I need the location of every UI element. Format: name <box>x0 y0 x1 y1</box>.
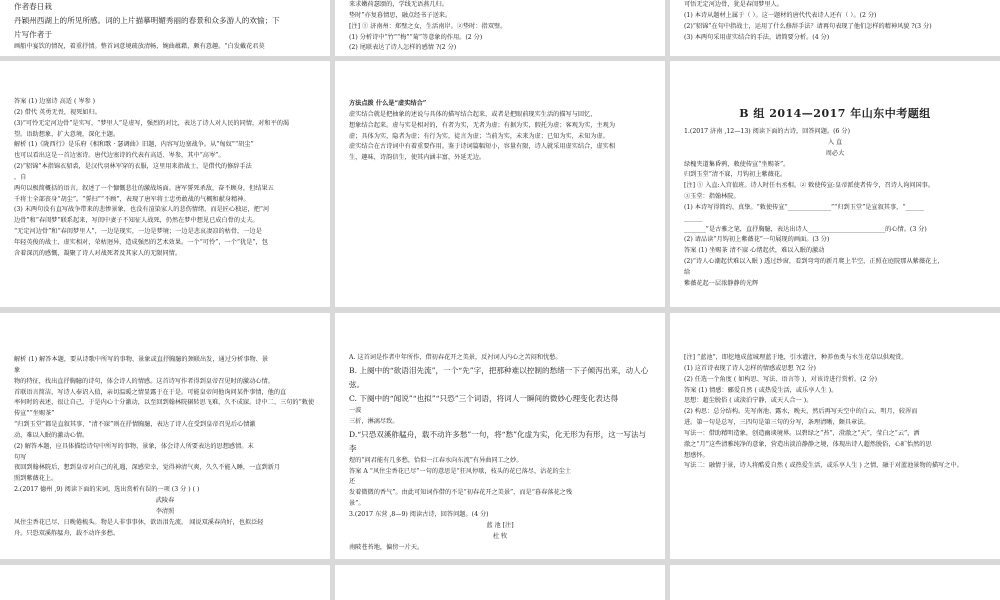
poem-line: 舟。只恐双溪舴艋舟，载不动许多愁。 <box>14 529 120 537</box>
text-line: 虚实结合在古诗词中有着重要作用。鉴于诗词篇幅短小，容量有限，诗人就采用虚实结合，虚实相 <box>349 143 616 151</box>
answer-line: 给 <box>684 268 691 276</box>
group-title: B 组 2014—2017 年山东中考题组 <box>739 107 931 120</box>
text-line: (2) 构思：总分结构。先写南池、露水，晚天，然后再写天空中的白云、明月，较浑而 <box>684 408 918 416</box>
page-1 <box>0 0 330 56</box>
question-line: 1.(2017 济南 ,12—13) 阅读下面的古诗，回答问题。(6 分) <box>684 128 851 135</box>
text-line: 句写 <box>14 453 27 461</box>
text-line: “无定河边骨”和“春闺梦里人”，一边是现实，一边是梦境；一边是悲哀凄凉的枯骨，一边是 <box>14 228 262 236</box>
text-line: 虚实结合就是把抽象的述说与具体的描写结合起来，或者是把眼前现实生活的描写与回忆、 <box>349 110 597 118</box>
option-a: A. 这首词是作者中年所作，借初春花开之美景，反衬词人内心之苦闷和忧愁。 <box>349 354 562 361</box>
text-line: 物的特征，找出直抒胸臆的诗句，体会诗人的情感。这首诗写作者得到皇帝召见时的激动心情。 <box>14 377 274 385</box>
poem-line: 南陂苍苔地，偏傍一片天。 <box>349 543 424 551</box>
poem-author: 李清照 <box>155 507 175 515</box>
text-line: (2)“貂锦”在句中指战士，运用了什么修辞手法？请再句表现了他们怎样的精神风貌 ?(3 分) <box>684 22 932 30</box>
text-line: 想象结合起来。虚与实是相对的，有者为实，无者为虚；有据为实，假托为虚；客观为实，主观为 <box>349 121 616 129</box>
text-line: 来求嫩荷瑟颂的，学线无语燕几归。 <box>349 1 448 8</box>
poem-title: 武陵春 <box>155 496 175 504</box>
text-line: 作者春日栽 <box>14 2 52 11</box>
answer-line: 答案 (1) 坐赐茶 清不寐 心绪起伏，难以入眠的激动 <box>684 247 825 255</box>
method-tip-title: 方法点拨 什么是“虚实结合” <box>349 100 427 107</box>
answer-line: (2)“诗人心潮起伏难以入眠 ) 透过纱窗，看到弯弯的新月爬上半空，正照在庭院那从紫薇花上， <box>684 258 944 266</box>
text-line: 写法一：借助精明造象，创造幽谈境界。以碧绿之“苔”，澄澈之“天”，莹白之“云”，洒 <box>684 429 920 437</box>
text-line: 两句以极简概括的语言，叙述了一个慷慨悲壮的激战场面。唐军誓死杀敌，奋不顾身，但结果五 <box>14 184 274 192</box>
answer-line: 答案 (1) 情感：郦爱自然 ( 或热爱生活，或乐享人生 )。 <box>684 386 838 394</box>
answer-line: 答案 A “风住尘香花已尽”一句的意思是“狂风停歇，枝头的花已落尽，沾花的尘土 <box>349 467 572 475</box>
text-line: 澈之“月”这些清雅纯净的意象，营造出淡泊静静之境，体现出诗人超然脱俗，心旷怡然的思 <box>684 440 932 448</box>
page-5 <box>335 61 665 307</box>
text-line: 首联语言简洁，写诗人奉诏入值，亲切温暖之情显露于在于是。可能皇帝问他询问某件事情，他的直 <box>14 388 287 396</box>
text-line: 动，难以入眠的激动心情。 <box>14 431 89 439</box>
question-line: (2) 请品读“月钩初上紫薇花”一句展现的画面。(3 分) <box>684 236 830 244</box>
poem-title: 蓝 池 [注] <box>486 521 514 529</box>
text-line: (3) 末两句没有直写战争带来的悲惨景象，也没有渲染家人的悲伤情绪，而是匠心独运，把“河 <box>14 206 270 214</box>
text-line: 照到紫薇花上。 <box>14 475 58 483</box>
text-line: 千将士全部丧身“胡尘”。“誓扫”“不顾”，表现了唐军将士忠勇敢战的气概和献身精神。 <box>14 195 250 203</box>
analysis-label: 解析 (1) 解答本题，要从诗歌中所写的事物、景象或直抒胸臆的颈联出发，通过分析事物、景 <box>14 356 269 363</box>
text-line: 含着深沉的感慨，凝聚了诗人对战死者及其家人的无限同情。 <box>14 249 182 257</box>
page-2 <box>335 0 665 56</box>
text-line: (2) 借代 英勇无畏，视死如归。 <box>14 108 101 116</box>
question-line: (2) 任选一个角度 ( 如构思、写法、语言等 )，对该诗进行赏析。(2 分) <box>684 375 878 383</box>
question-line: 3.(2017 东营 ,8—9) 阅读古诗，回答问题。(4 分) <box>349 510 489 518</box>
text-line: 写法二：融情于景，诗人将酷爱自然 ( 或热爱生活，或乐享人生 ) 之情，融于对蓝池景物的描写之中。 <box>684 462 963 470</box>
text-line: 也可以看出这是一首边塞诗。唐代边塞诗的代表有高适、岑参，其中“高岑”。 <box>14 152 225 160</box>
text-line: 象 <box>14 366 21 374</box>
text-line: 垫时”亦复暮情思，融点经书子送来。 <box>349 11 452 19</box>
text-line: 进。第一句是总写，三四句是第三句的分写，条理清晰，颇具章法。 <box>684 419 870 427</box>
text-line: 想感怀。 <box>684 451 709 459</box>
note-line: [注] “蓝池”，即挖地成蓝城理蓝于地，引水灌注，种养鱼类与水生花草以供观赏。 <box>684 354 908 361</box>
answer-line: 紫薇花起一层浓静静的光辉 <box>684 279 759 287</box>
text-line: 片写作者于 <box>14 30 52 40</box>
note-line: ③玉堂：指翰林院。 <box>684 193 740 201</box>
text-line: 弦。 <box>349 379 365 389</box>
text-line: 年轻英俊的战士，虚实相对，荣枯迥异，造成强烈的艺术效果。一个“可怜”，一个“犹是”，包 <box>14 238 268 246</box>
text-line: (1) 分析诗中“竹”“梅”“菊”等意象的作用。(2 分) <box>349 33 483 41</box>
option-c: C. 下阕中的“闻说”“也拟”“只恐”三个词语，将词人一瞬间的微妙心理变化表达得 <box>349 393 619 403</box>
text-line: 还 <box>349 478 356 486</box>
text-line: 率何时的表述，很让自己，于是内心十分激动，以至回到翰林院辗转思飞难，久不成寐。诗中二、三句的“敕使传宣”“坐赐茶” <box>14 399 315 418</box>
text-line: (3) 本两句采用虚实结合的手法，请简要分析。(4 分) <box>684 33 830 41</box>
page-10 <box>0 565 330 600</box>
text-line: [注] ① 济南州：郑璧之女，生活南岸。②垫时：指双璧。 <box>349 22 507 30</box>
text-line: “归到玉堂”都是直叙其事，“清不寐”则在抒情胸臆，表达了诗人在受到皇帝召见后心情激 <box>14 421 256 429</box>
question-line: _______”是古雅之笔，直抒胸臆，表达出诗人_________________________的心情。(3 分) <box>684 225 927 233</box>
answer-label: 答案 (1) 边塞诗 高适 ( 岑参 ) <box>14 98 96 105</box>
text-line: 夜回到翰林院后，想到皇帝对自己的礼遇，深感荣幸，觉得神清气爽，久久不能入睡，一直到新月 <box>14 464 281 472</box>
page-7 <box>0 313 330 559</box>
text-line: 煜的“问君能有几多愁，恰似一江春水向东流”有异曲同工之妙。 <box>349 456 523 464</box>
page-8 <box>335 313 665 559</box>
text-line: (2)“貂锦”本指锦衣貂裘，是汉代羽林军穿的衣服，这里用来指战士，是借代的修辞手法 <box>14 163 252 171</box>
note-line: [注] ① 入直:入宫值班。诗人时任右丞相。② 敕使传宣:皇帝派使者传令，召诗人询问国事。 <box>684 182 935 190</box>
text-line: 景”。 <box>349 500 365 508</box>
text-line: 生，趣味，诗韵信生，使其内涵丰富，外延无边。 <box>349 154 486 162</box>
text-line: 一波 <box>349 406 362 414</box>
page-6 <box>670 61 1000 307</box>
page-9 <box>670 313 1000 559</box>
page-3 <box>670 0 1000 56</box>
text-line: 丹颖州西湖上的所见所感。词的上片描摹明媚秀丽的春景和众多游人的欢愉；下 <box>14 16 280 26</box>
analysis-label: 解析 (1)《陇西行》是乐府《相和歌 · 瑟调曲》旧题，内容写边塞战争。从“匈奴”“胡尘” <box>14 141 254 149</box>
text-line: 边骨”和“春闺梦”联系起来，写闺中妻子不知征人战死，仍然在梦中想见已成白骨的丈夫。 <box>14 217 259 225</box>
question-line: (1) 这首诗表现了诗人怎样的情感或思想 ?(2 分) <box>684 364 816 372</box>
text-line: 三折，淋漓尽致。 <box>349 417 399 425</box>
text-line: (1) 本诗从题材上属于（ ）。这一题材的唐代代表诗人还有（ ）。(2 分) <box>684 11 877 19</box>
poem-title: 入 直 <box>827 138 843 146</box>
page-12 <box>670 565 1000 600</box>
question-line: ______ <box>684 214 703 222</box>
text-line: (2) 尾联表达了诗人怎样的感情 ?(2 分) <box>349 44 457 52</box>
text-line: 虚；具体为实，隐者为虚；有行为实，徒言为虚；当前为实，未来为虚；已知为实，未知为虚。 <box>349 132 609 140</box>
poem-line: 风住尘香花已尽，日晚倦梳头。物是人非事事休，欲语泪先流。 闻说双溪春尚好，也拟泛轻 <box>14 518 264 526</box>
page-4 <box>0 61 330 307</box>
text-line: (2) 解答本题，应具体描绘诗句中所写的事物、景象，体会诗人所要表达的思想感情。末 <box>14 442 254 450</box>
option-b: B. 上阕中的“欲语泪先流”，一个“先”字，把那种难以控制的愁绪一下子倾泻出来，动人心 <box>349 365 649 375</box>
option-d: D.“只恐双溪舴艋舟，载不动许多愁”一句，将“愁”化虚为实，化无形为有形，这一写法与李 <box>349 429 647 453</box>
question-line: 2.(2017 德州 ,9) 阅读下面的宋词，选出赏析有误的一项 (3 分 ) ( ) <box>14 486 200 494</box>
page-11 <box>335 565 665 600</box>
text-line: 望。语助想象，扩大意境，深化主题。 <box>14 130 120 138</box>
poem-author: 周必大 <box>825 149 845 157</box>
text-line: 画船中宴饮的情况，着重抒情。整首词意境疏放清畅，婉曲蕴藉，颇有意趣。“白发戴花君莫 <box>14 43 265 51</box>
poem-line: 归到玉堂”清不寐，月钩初上紫薇花。 <box>684 171 787 179</box>
poem-line: 绿槐夹道集昏鸦，敕使传宣“坐赐茶”。 <box>684 160 790 168</box>
text-line: ，自 <box>14 173 27 181</box>
question-line: (1) 本诗写得简约、真挚。“敕使传宣“______________”“归到玉堂”是宣叙其事，“______ <box>684 203 925 211</box>
text-line: 思想：超尘脱俗 ( 或淡泊宁静，或天人合一 )。 <box>684 397 813 405</box>
poem-author: 杜 牧 <box>492 532 508 540</box>
text-line: 可悟无定河边骨，犹是春闺梦里人。 <box>684 1 783 8</box>
text-line: 发着微微的香气”。由此可知词作借的不是“初春花开之美景”，而是“暮春落花之残 <box>349 489 573 497</box>
text-line: (3)“可怜无定河边骨”是实写，“梦里人”是虚写，强烈的对比，表达了诗人对人民的同情，对和平的渴 <box>14 119 290 127</box>
